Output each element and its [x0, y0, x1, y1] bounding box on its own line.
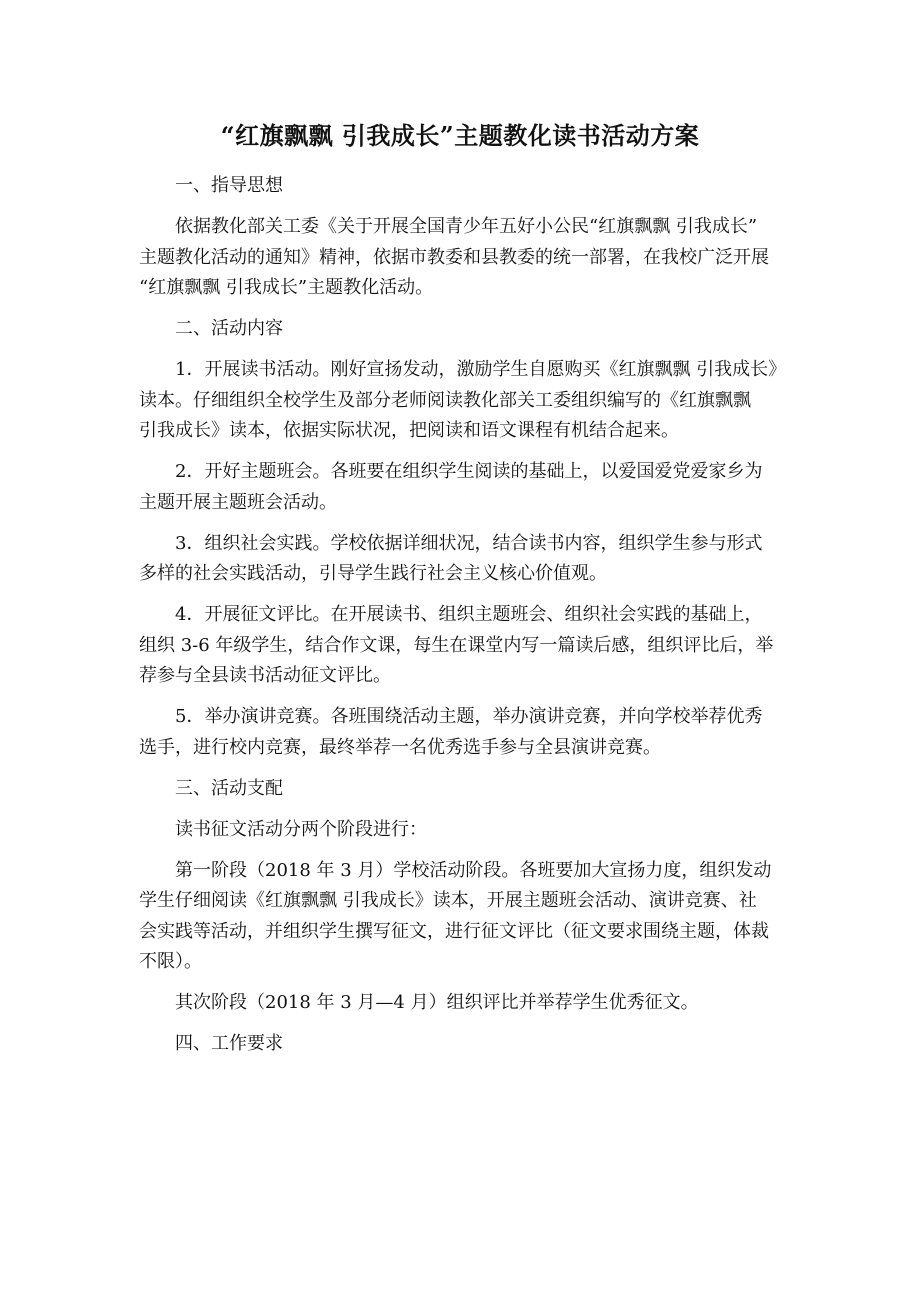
section-heading-activity-arrangement: 三、活动支配: [175, 777, 283, 799]
paragraph-line: 1．开展读书活动。刚好宣扬发动，激励学生自愿购买《红旗飘飘 引我成长》: [175, 359, 787, 380]
section-heading-activity-content: 二、活动内容: [175, 318, 283, 339]
paragraph-line: 读本。仔细组织全校学生及部分老师阅读教化部关工委组织编写的《红旗飘飘: [139, 389, 751, 411]
paragraph-line: 依据教化部关工委《关于开展全国青少年五好小公民“红旗飘飘 引我成长”: [175, 216, 758, 237]
document-body: [139, 171, 789, 1060]
section-heading-work-requirements: 四、工作要求: [175, 1033, 283, 1054]
document-title: “红旗飘飘 引我成长”主题教化读书活动方案: [220, 121, 700, 150]
paragraph-line: 组织 3-6 年级学生，结合作文课，每生在课堂内写一篇读后感，组织评比后，举: [139, 634, 774, 656]
paragraph-line: 主题开展主题班会活动。: [139, 491, 337, 513]
paragraph-line: 荐参与全县读书活动征文评比。: [139, 665, 391, 686]
paragraph-line: 不限）。: [139, 951, 202, 972]
paragraph-line: 其次阶段（2018 年 3 月—4 月）组织评比并举荐学生优秀征文。: [175, 992, 699, 1013]
paragraph-line: 4．开展征文评比。在开展读书、组织主题班会、组织社会实践的基础上，: [175, 604, 763, 625]
paragraph-line: 引我成长》读本，依据实际状况，把阅读和语文课程有机结合起来。: [139, 420, 679, 441]
paragraph-line: 多样的社会实践活动，引导学生践行社会主义核心价值观。: [139, 563, 607, 584]
paragraph-line: 学生仔细阅读《红旗飘飘 引我成长》读本，开展主题班会活动、演讲竞赛、社: [139, 890, 757, 911]
paragraph-line: 2．开好主题班会。各班要在组织学生阅读的基础上，以爱国爱党爱家乡为: [175, 461, 763, 482]
paragraph-line: “红旗飘飘 引我成长”主题教化活动。: [139, 277, 434, 298]
paragraph-line: 读书征文活动分两个阶段进行：: [175, 818, 427, 840]
paragraph-line: 5．举办演讲竞赛。各班围绕活动主题，举办演讲竞赛，并向学校举荐优秀: [175, 706, 763, 727]
paragraph-line: 会实践等活动，并组织学生撰写征文，进行征文评比（征文要求围绕主题，体裁: [139, 920, 769, 942]
paragraph-line: 第一阶段（2018 年 3 月）学校活动阶段。各班要加大宣扬力度，组织发动: [175, 859, 772, 881]
paragraph-line: 选手，进行校内竞赛，最终举荐一名优秀选手参与全县演讲竞赛。: [139, 736, 661, 758]
paragraph-line: 主题教化活动的通知》精神，依据市教委和县教委的统一部署，在我校广泛开展: [139, 246, 769, 268]
paragraph-line: 3．组织社会实践。学校依据详细状况，结合读书内容，组织学生参与形式: [175, 532, 763, 554]
section-heading-guiding-idea: 一、指导思想: [175, 175, 283, 196]
